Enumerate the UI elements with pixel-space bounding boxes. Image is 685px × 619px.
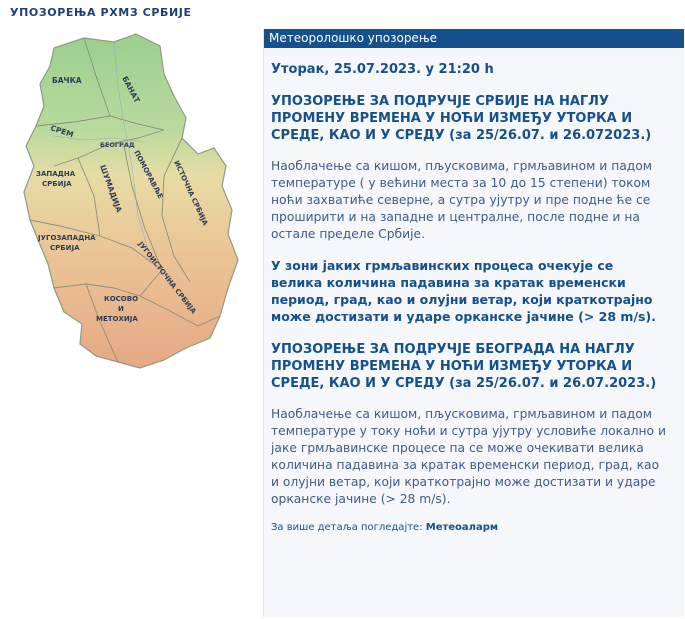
belgrade-warning-title: УПОЗОРЕЊЕ ЗА ПОДРУЧЈЕ БЕОГРАДА НА НАГЛУ ПРОМЕНУ ВРЕМЕНА У НОЋИ ИЗМЕЂУ УТОРКА И СРЕДЕ, КАО И У СРЕДУ (за 25/26.07. и 26.07.2023.) [271,342,657,391]
serbia-warning-highlight: У зони јаких грмљавинских процеса очекује се велика количина падавина за кратак временски период, град, као и олујни ветар, који краткотрајно може достизати и ударе орканске јачине (> 28 m/s). [271,258,656,324]
serbia-warning-text: Наоблачење са кишом, пљусковима, грмљавином и падом температуре ( у већини места за 10 до 15 степени) током ноћи захватиће северне, а сутра ујутру и пре подне ће се проширити и на западне и централне, после подне и на остале пределе Србије. [271,159,653,241]
region-label-pomoravlje[interactable]: ПОМОРАВЉЕ [132,149,165,201]
region-label-beograd[interactable]: БЕОГРАД [100,141,135,149]
region-label-kosovo-line3[interactable]: МЕТОХИЈА [96,315,138,323]
region-label-banat[interactable]: БАНАТ [120,74,142,105]
serbia-warning-title: УПОЗОРЕЊЕ ЗА ПОДРУЧЈЕ СРБИЈЕ НА НАГЛУ ПРОМЕНУ ВРЕМЕНА У НОЋИ ИЗМЕЂУ УТОРКА И СРЕДЕ, КАО И У СРЕДУ (за 25/26.07. и 26.072023.) [271,94,652,143]
region-label-istocna-srbija[interactable]: ИСТОЧНА СРБИЈА [172,159,210,227]
region-label-kosovo-line2[interactable]: И [118,305,124,313]
warnings-title: УПОЗОРЕЊА РХМЗ СРБИЈЕ [10,6,192,19]
belgrade-warning-text: Наоблачење са кишом, пљусковима, грмљавином и падом температуре у току ноћи и сутра ујутру условиће локално и јаке грмљавинске процесе па се може очекивати велика количина падавина за кратак временски период, град, као и олујни ветар, који краткотрајно може достизати и ударе орканске јачине (> 28 m/s). [271,407,666,506]
details-footer [271,522,684,533]
region-label-zapadna-srbija-line1[interactable]: ЗАПАДНА [36,170,76,178]
region-label-kosovo-line1[interactable]: КОСОВО [104,295,139,303]
region-label-backa[interactable]: БАЧКА [52,76,82,85]
serbia-region-map[interactable] [14,26,258,370]
panel-header: Метеоролошко упозорење [264,29,684,48]
region-label-zapadna-srbija-line2[interactable]: СРБИЈА [42,180,72,188]
region-label-jugoistocna[interactable]: ЈУГОИСТОЧНА СРБИЈА [136,240,198,316]
region-label-srem[interactable]: СРЕМ [49,123,75,140]
warning-date: Уторак, 25.07.2023. у 21:20 h [271,62,494,77]
warning-panel [263,29,684,617]
region-label-sumadija[interactable]: ШУМАДИЈА [98,163,124,214]
region-label-jugozapadna-line2[interactable]: СРБИЈА [50,244,80,252]
footer-prefix: За више детаља погледајте: [271,522,423,533]
meteoalarm-link[interactable]: Метеоаларм [425,522,499,533]
region-label-jugozapadna-line1[interactable]: ЈУГОЗАПАДНА [38,234,96,242]
